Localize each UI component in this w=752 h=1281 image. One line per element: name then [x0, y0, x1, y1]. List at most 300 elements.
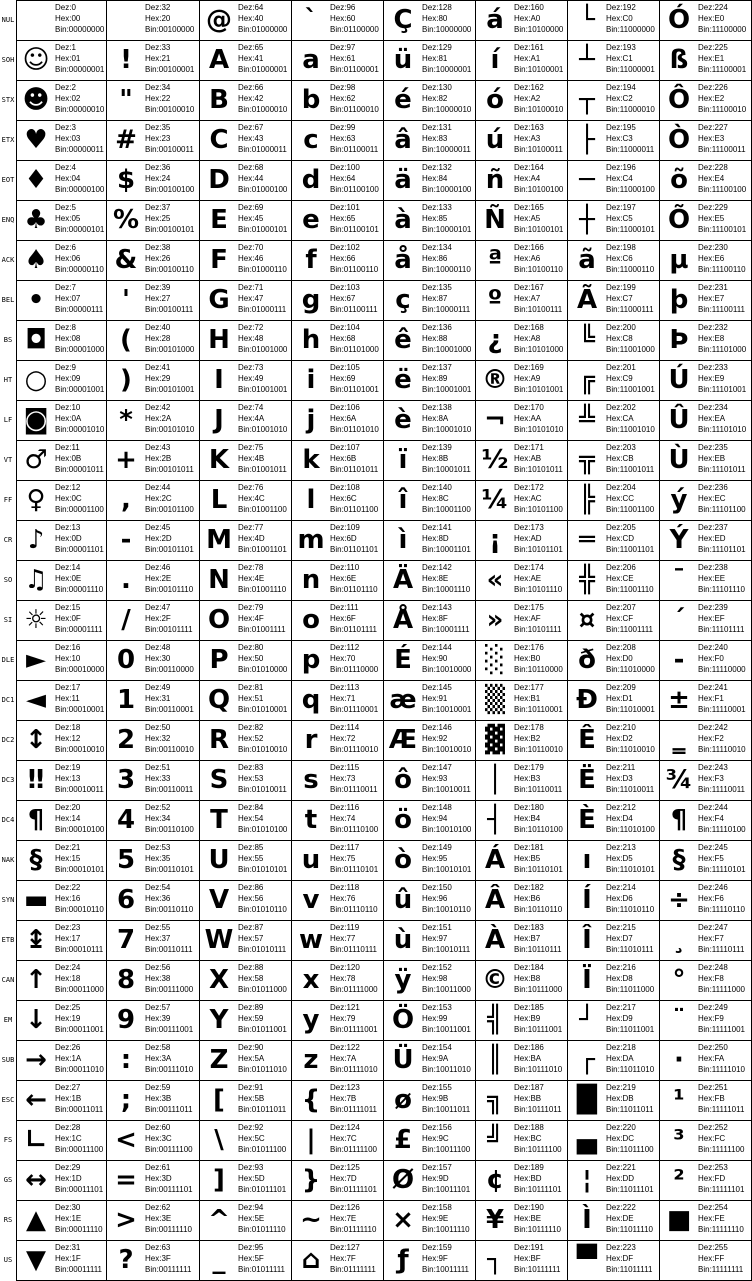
dec-code: Dez:10 [55, 403, 81, 412]
dec-code: Dez:244 [698, 803, 728, 812]
dec-code: Dez:56 [145, 963, 171, 972]
bin-code: Bin:11010001 [606, 705, 655, 714]
hex-code: Hex:4B [238, 454, 265, 463]
char-codes [238, 82, 287, 115]
hex-code: Hex:58 [238, 974, 264, 983]
dec-code: Dez:132 [422, 163, 452, 172]
char-codes [606, 1042, 654, 1075]
char-cell [475, 400, 568, 441]
char-codes [238, 722, 287, 755]
hex-code: Hex:CA [606, 414, 634, 423]
char-glyph: ¶ [27, 805, 45, 835]
dec-code: Dez:255 [698, 1243, 728, 1252]
hex-code: Hex:8E [422, 574, 449, 583]
dec-code: Dez:116 [330, 803, 360, 812]
char-glyph: S [209, 765, 229, 795]
dec-code: Dez:189 [514, 1163, 544, 1172]
char-glyph: e [302, 205, 320, 235]
dec-code: Dez:93 [238, 1163, 264, 1172]
char-codes [55, 202, 104, 235]
dec-code: Dez:147 [422, 763, 452, 772]
bin-code: Bin:11110110 [698, 905, 746, 914]
dec-code: Dez:109 [330, 523, 360, 532]
char-codes [145, 322, 194, 355]
hex-code: Hex:E2 [698, 94, 725, 103]
char-glyph: ┼ [579, 205, 595, 235]
char-codes [606, 442, 654, 475]
char-cell [291, 760, 384, 801]
char-cell [199, 1160, 292, 1201]
char-codes [698, 42, 746, 75]
dec-code: Dez:94 [238, 1203, 264, 1212]
hex-code: Hex:6B [330, 454, 357, 463]
row-label: ENQ [1, 216, 15, 224]
char-cell [475, 200, 568, 241]
dec-code: Dez:80 [238, 643, 264, 652]
dec-code: Dez:245 [698, 843, 728, 852]
char-cell [383, 840, 476, 881]
char-glyph: ░ [485, 645, 505, 675]
dec-code: Dez:176 [514, 643, 544, 652]
dec-code: Dez:57 [145, 1003, 171, 1012]
char-codes [145, 402, 194, 435]
char-glyph: æ [389, 685, 417, 715]
char-cell [475, 360, 568, 401]
dec-code: Dez:171 [514, 443, 544, 452]
hex-code: Hex:63 [330, 134, 356, 143]
char-cell [383, 1040, 476, 1081]
dec-code: Dez:43 [145, 443, 171, 452]
bin-code: Bin:11101111 [698, 625, 745, 634]
char-codes [514, 442, 563, 475]
hex-code: Hex:DD [606, 1174, 635, 1183]
char-glyph: % [112, 205, 140, 235]
char-cell [383, 240, 476, 281]
char-glyph: ï [398, 445, 408, 475]
dec-code: Dez:98 [330, 83, 356, 92]
bin-code: Bin:01100100 [330, 185, 379, 194]
hex-code: Hex:DE [606, 1214, 634, 1223]
char-glyph: ƒ [397, 1245, 409, 1275]
char-codes [422, 1082, 470, 1115]
char-codes [698, 282, 745, 315]
char-cell [475, 760, 568, 801]
bin-code: Bin:10100100 [514, 185, 564, 194]
char-codes [55, 282, 103, 315]
char-codes [698, 922, 744, 955]
char-cell [16, 720, 107, 761]
bin-code: Bin:00011000 [55, 985, 104, 994]
dec-code: Dez:177 [514, 683, 544, 692]
char-glyph: å [394, 245, 412, 275]
dec-code: Dez:206 [606, 563, 636, 572]
char-codes [422, 602, 470, 635]
char-glyph: 6 [116, 885, 136, 915]
bin-code: Bin:11000001 [606, 65, 655, 74]
dec-code: Dez:199 [606, 283, 636, 292]
bin-code: Bin:10001110 [422, 585, 471, 594]
char-cell [659, 880, 752, 921]
char-glyph: ♠ [24, 245, 48, 275]
char-glyph: ═ [579, 525, 595, 555]
bin-code: Bin:11111110 [698, 1225, 744, 1234]
dec-code: Dez:181 [514, 843, 544, 852]
char-cell [383, 1200, 476, 1241]
bin-code: Bin:11001110 [606, 585, 654, 594]
bin-code: Bin:00010110 [55, 905, 104, 914]
char-codes [330, 362, 379, 395]
char-glyph: ▼ [26, 1245, 46, 1275]
char-codes [238, 1082, 286, 1115]
char-cell [291, 1200, 384, 1241]
char-cell [291, 160, 384, 201]
char-codes [330, 42, 379, 75]
char-glyph: ║ [487, 1045, 503, 1075]
dec-code: Dez:241 [698, 683, 728, 692]
bin-code: Bin:11010000 [606, 665, 655, 674]
hex-code: Hex:D4 [606, 814, 633, 823]
char-glyph: ' [122, 285, 130, 315]
bin-code: Bin:00010011 [55, 785, 104, 794]
bin-code: Bin:10101111 [514, 625, 562, 634]
char-codes [514, 922, 562, 955]
bin-code: Bin:10010011 [422, 785, 471, 794]
char-glyph: l [306, 485, 316, 515]
char-cell [291, 960, 384, 1001]
char-glyph: a [302, 45, 320, 75]
dec-code: Dez:34 [145, 83, 171, 92]
hex-code: Hex:F0 [698, 654, 724, 663]
hex-code: Hex:52 [238, 734, 264, 743]
bin-code: Bin:10101011 [514, 465, 563, 474]
char-codes [514, 482, 563, 515]
bin-code: Bin:01100011 [330, 145, 379, 154]
char-glyph: ┘ [579, 1005, 595, 1035]
bin-code: Bin:00101100 [145, 505, 194, 514]
char-cell [291, 1000, 384, 1041]
bin-code: Bin:00101101 [145, 545, 194, 554]
char-cell [383, 760, 476, 801]
hex-code: Hex:68 [330, 334, 356, 343]
char-cell [16, 40, 107, 81]
bin-code: Bin:00011010 [55, 1065, 104, 1074]
dec-code: Dez:250 [698, 1043, 728, 1052]
hex-code: Hex:C1 [606, 54, 633, 63]
char-codes [698, 1082, 744, 1115]
dec-code: Dez:243 [698, 763, 728, 772]
hex-code: Hex:95 [422, 854, 448, 863]
bin-code: Bin:00111010 [145, 1065, 194, 1074]
dec-code: Dez:202 [606, 403, 636, 412]
hex-code: Hex:1A [55, 1054, 82, 1063]
bin-code: Bin:11101101 [698, 545, 746, 554]
bin-code: Bin:01111100 [330, 1145, 378, 1154]
dec-code: Dez:118 [330, 883, 360, 892]
hex-code: Hex:A3 [514, 134, 541, 143]
dec-code: Dez:141 [422, 523, 452, 532]
char-codes [145, 82, 194, 115]
char-glyph: Y [209, 1005, 229, 1035]
dec-code: Dez:128 [422, 3, 452, 12]
char-glyph: & [114, 245, 138, 275]
char-glyph: × [392, 1205, 414, 1235]
char-glyph: > [115, 1205, 137, 1235]
char-codes [330, 522, 378, 555]
char-glyph: Ô [667, 85, 691, 115]
hex-code: Hex:77 [330, 934, 356, 943]
char-cell [106, 200, 200, 241]
char-glyph: 1 [116, 685, 136, 715]
dec-code: Dez:9 [55, 363, 76, 372]
char-cell [106, 920, 200, 961]
char-codes [606, 42, 655, 75]
char-cell [567, 1160, 660, 1201]
hex-code: Hex:09 [55, 374, 81, 383]
row-label: CR [3, 536, 13, 544]
hex-code: Hex:AA [514, 414, 542, 423]
hex-code: Hex:40 [238, 14, 264, 23]
char-glyph: ▓ [485, 725, 505, 755]
char-glyph: D [208, 165, 230, 195]
char-cell [16, 240, 107, 281]
char-cell [567, 0, 660, 41]
hex-code: Hex:08 [55, 334, 81, 343]
bin-code: Bin:10101001 [514, 385, 564, 394]
char-glyph: ← [25, 1085, 47, 1115]
char-codes [55, 642, 104, 675]
char-glyph: ÷ [668, 885, 690, 915]
hex-code: Hex:65 [330, 214, 356, 223]
char-cell [106, 840, 200, 881]
dec-code: Dez:172 [514, 483, 544, 492]
hex-code: Hex:62 [330, 94, 356, 103]
dec-code: Dez:71 [238, 283, 264, 292]
char-codes [238, 522, 287, 555]
char-cell [16, 1080, 107, 1121]
hex-code: Hex:AF [514, 614, 541, 623]
hex-code: Hex:27 [145, 294, 171, 303]
char-codes [145, 42, 194, 75]
char-glyph: ☻ [22, 85, 50, 115]
hex-code: Hex:BD [514, 1174, 542, 1183]
char-cell [383, 200, 476, 241]
hex-code: Hex:AD [514, 534, 542, 543]
bin-code: Bin:11101000 [698, 345, 747, 354]
hex-code: Hex:2C [145, 494, 172, 503]
hex-code: Hex:39 [145, 1014, 171, 1023]
bin-code: Bin:10101100 [514, 505, 563, 514]
char-cell [475, 840, 568, 881]
char-codes [422, 682, 471, 715]
hex-code: Hex:B2 [514, 734, 541, 743]
char-glyph: d [301, 165, 321, 195]
dec-code: Dez:221 [606, 1163, 636, 1172]
char-codes [698, 122, 746, 155]
char-glyph: ◙ [23, 405, 49, 435]
bin-code: Bin:01110111 [330, 945, 378, 954]
char-codes [606, 962, 654, 995]
bin-code: Bin:11101001 [698, 385, 747, 394]
dec-code: Dez:115 [330, 763, 360, 772]
char-glyph: ô [394, 765, 412, 795]
char-codes [514, 42, 563, 75]
hex-code: Hex:80 [422, 14, 448, 23]
bin-code: Bin:11011111 [606, 1265, 653, 1274]
char-codes [606, 242, 654, 275]
bin-code: Bin:01101010 [330, 425, 379, 434]
char-codes [698, 762, 745, 795]
dec-code: Dez:16 [55, 643, 81, 652]
char-cell [383, 880, 476, 921]
dec-code: Dez:195 [606, 123, 636, 132]
bin-code: Bin:11001111 [606, 625, 654, 634]
char-glyph: Û [668, 405, 690, 435]
char-codes [145, 482, 194, 515]
hex-code: Hex:9B [422, 1094, 449, 1103]
dec-code: Dez:144 [422, 643, 452, 652]
hex-code: Hex:56 [238, 894, 264, 903]
dec-code: Dez:45 [145, 523, 171, 532]
hex-code: Hex:41 [238, 54, 264, 63]
hex-code: Hex:50 [238, 654, 264, 663]
dec-code: Dez:37 [145, 203, 171, 212]
char-cell [16, 360, 107, 401]
bin-code: Bin:10001101 [422, 545, 471, 554]
hex-code: Hex:FC [698, 1134, 726, 1143]
hex-code: Hex:20 [145, 14, 171, 23]
char-cell [16, 280, 107, 321]
char-glyph: U [208, 845, 230, 875]
bin-code: Bin:10011100 [422, 1145, 471, 1154]
char-codes [698, 602, 744, 635]
char-cell [659, 1040, 752, 1081]
char-cell [106, 320, 200, 361]
hex-code: Hex:CF [606, 614, 634, 623]
char-codes [514, 402, 563, 435]
hex-code: Hex:29 [145, 374, 171, 383]
char-glyph: ┬ [579, 85, 595, 115]
char-codes [330, 1002, 378, 1035]
hex-code: Hex:23 [145, 134, 171, 143]
bin-code: Bin:01001100 [238, 505, 287, 514]
hex-code: Hex:61 [330, 54, 356, 63]
bin-code: Bin:00110101 [145, 865, 194, 874]
hex-code: Hex:C5 [606, 214, 633, 223]
bin-code: Bin:10001010 [422, 425, 472, 434]
char-cell [659, 400, 752, 441]
char-cell [567, 680, 660, 721]
dec-code: Dez:38 [145, 243, 171, 252]
char-glyph: z [303, 1045, 319, 1075]
dec-code: Dez:134 [422, 243, 452, 252]
bin-code: Bin:10100000 [514, 25, 564, 34]
char-glyph: ı [582, 845, 592, 875]
dec-code: Dez:183 [514, 923, 544, 932]
bin-code: Bin:11011101 [606, 1185, 654, 1194]
char-glyph: ‗ [672, 725, 686, 755]
dec-code: Dez:220 [606, 1123, 636, 1132]
hex-code: Hex:30 [145, 654, 171, 663]
char-codes [606, 82, 655, 115]
char-cell [291, 1240, 384, 1281]
char-cell [475, 280, 568, 321]
dec-code: Dez:41 [145, 363, 171, 372]
char-glyph: B [209, 85, 229, 115]
char-codes [238, 1242, 285, 1275]
char-cell [16, 80, 107, 121]
char-codes [145, 2, 194, 35]
bin-code: Bin:00100110 [145, 265, 194, 274]
bin-code: Bin:01010011 [238, 785, 287, 794]
char-cell [106, 160, 200, 201]
char-codes [606, 722, 655, 755]
bin-code: Bin:10001100 [422, 505, 471, 514]
char-glyph: j [306, 405, 316, 435]
hex-code: Hex:01 [55, 54, 81, 63]
bin-code: Bin:01000111 [238, 305, 287, 314]
char-glyph: . [121, 565, 131, 595]
bin-code: Bin:01101100 [330, 505, 379, 514]
dec-code: Dez:130 [422, 83, 452, 92]
char-glyph: ( [120, 325, 132, 355]
bin-code: Bin:10100001 [514, 65, 564, 74]
hex-code: Hex:70 [330, 654, 356, 663]
char-glyph: û [393, 885, 413, 915]
char-codes [145, 802, 194, 835]
bin-code: Bin:01101000 [330, 345, 379, 354]
hex-code: Hex:5B [238, 1094, 265, 1103]
char-codes [55, 1122, 103, 1155]
bin-code: Bin:11101110 [698, 585, 746, 594]
char-cell [383, 480, 476, 521]
char-codes [606, 362, 655, 395]
dec-code: Dez:251 [698, 1083, 728, 1092]
char-glyph: F [210, 245, 228, 275]
hex-code: Hex:00 [55, 14, 81, 23]
hex-code: Hex:BE [514, 1214, 542, 1223]
char-glyph: y [302, 1005, 320, 1035]
bin-code: Bin:11111101 [698, 1185, 745, 1194]
hex-code: Hex:5C [238, 1134, 265, 1143]
bin-code: Bin:11000111 [606, 305, 654, 314]
row-label: NAK [1, 856, 15, 864]
char-cell [475, 520, 568, 561]
hex-code: Hex:7D [330, 1174, 357, 1183]
bin-code: Bin:01011100 [238, 1145, 287, 1154]
char-glyph: Z [209, 1045, 229, 1075]
dec-code: Dez:26 [55, 1043, 81, 1052]
dec-code: Dez:95 [238, 1243, 264, 1252]
hex-code: Hex:D8 [606, 974, 633, 983]
char-glyph: ò [394, 845, 412, 875]
dec-code: Dez:15 [55, 603, 81, 612]
char-codes [145, 202, 194, 235]
char-cell [291, 720, 384, 761]
hex-code: Hex:FA [698, 1054, 725, 1063]
char-codes [330, 82, 379, 115]
bin-code: Bin:11111000 [698, 985, 746, 994]
hex-code: Hex:C4 [606, 174, 633, 183]
char-glyph: o [302, 605, 320, 635]
hex-code: Hex:64 [330, 174, 356, 183]
dec-code: Dez:123 [330, 1083, 360, 1092]
hex-code: Hex:F5 [698, 854, 724, 863]
char-glyph: * [119, 405, 133, 435]
char-codes [514, 842, 563, 875]
char-codes [330, 282, 378, 315]
char-cell [567, 240, 660, 281]
char-glyph: · [674, 1045, 684, 1075]
